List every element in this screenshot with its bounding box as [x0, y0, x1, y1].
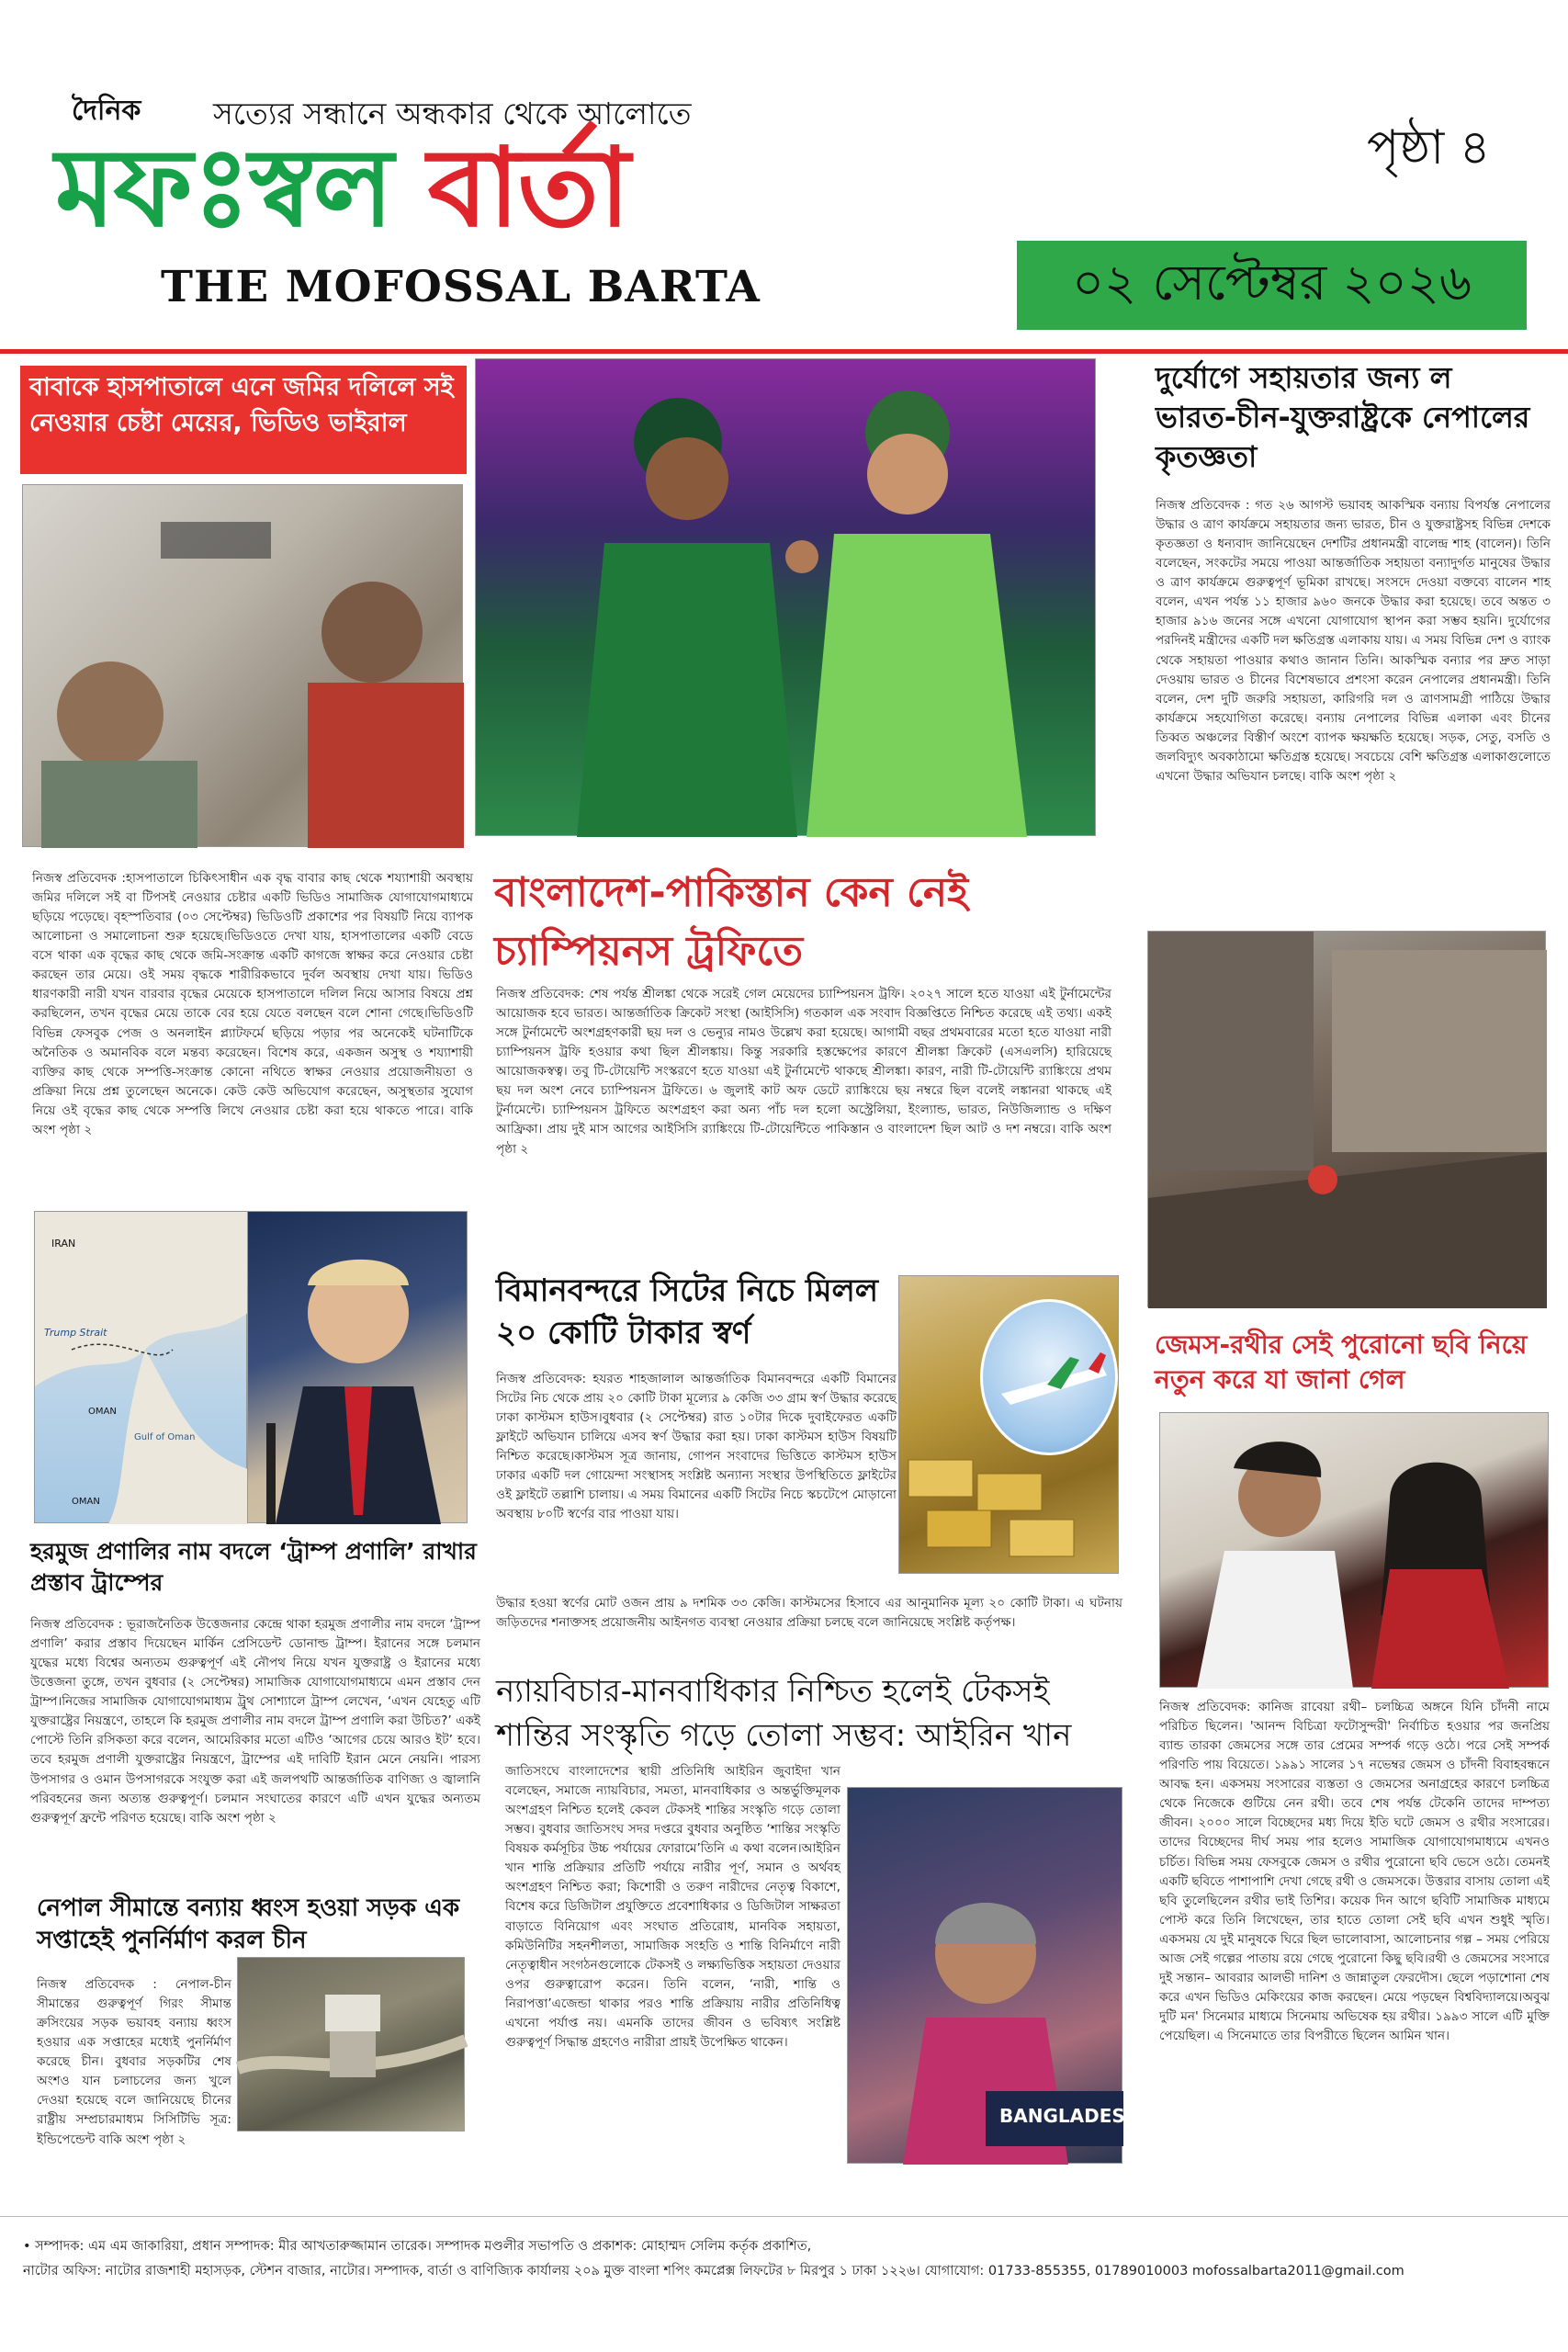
trump-photo-illustration	[248, 1212, 468, 1524]
flood-photo[interactable]	[1147, 931, 1546, 1307]
gold-body-continued: উদ্ধার হওয়া স্বর্ণের মোট ওজন প্রায় ৯ দশমিক ৩৩ কেজি। কাস্টমসের হিসাবে এর আনুমানিক মূল্য ২০ কোটি টাকা। এ ঘটনায় জড়িতদের শনাক্তসহ প্রয়োজনীয় আইনগত ব্যবস্থা নেওয়ার প্রক্রিয়া চলছে বলে জানিয়েছে সংশ্লিষ্ট কর্তৃপক্ষ।	[496, 1596, 1122, 1631]
masthead-dainik: দৈনিক	[72, 95, 141, 127]
irene-photo[interactable]	[847, 1787, 1141, 2164]
disaster-body: নিজস্ব প্রতিবেদক : গত ২৬ আগস্ট ভয়াবহ আকস্মিক বন্যায় বিপর্যস্ত নেপালের উদ্ধার ও ত্রাণ কার্যক্রমে সহায়তার জন্য ভারত, চীন ও যুক্তরাষ্ট্রসহ বিভিন্ন দেশকে কৃতজ্ঞতা ও ধন্যবাদ জানিয়েছেন দেশটির প্রধানমন্ত্রী বালেন্দ্র শাহ (বালেন)। তিনি বলেছেন, সংকটের সময়ে পাওয়া আন্তর্জাতিক সহায়তা বন্যাদুর্গত মানুষের উদ্ধার ও ত্রাণ কার্যক্রমে গুরুত্বপূর্ণ ভূমিকা রাখছে। সংসদে দেওয়া বক্তব্যে বালেন শাহ বলেন, এখন পর্যন্ত ১১ হাজার ৯৬০ জনকে উদ্ধার করা হয়েছে। তবে অন্তত ৩ হাজার ৯১৬ জনের সঙ্গে এখনো যোগাযোগ স্থাপন করা সম্ভব হয়নি। দুর্যোগের পরদিনই মন্ত্রীদের একটি দল ক্ষতিগ্রস্ত এলাকায় যায়। এ সময় বিভিন্ন দেশ ও ব্যাংক থেকে সহায়তা পাওয়ার কথাও জানান তিনি। আকস্মিক বন্যার পর দ্রুত সাড়া দেওয়ায় ভারত ও চীনের বিশেষভাবে প্রশংসা করেন নেপালের প্রধানমন্ত্রী। তিনি বলেন, দেশ দুটি জরুরি সহায়তা, কারিগরি দল ও ত্রাণসামগ্রী পাঠিয়ে উদ্ধার কার্যক্রমে সহযোগিতা করেছে। বন্যায় নেপালের বিভিন্ন এলাকা এবং চীনের তিব্বত অঞ্চলের বিস্তীর্ণ অংশে ব্যাপক ক্ষয়ক্ষতি হয়েছে। সড়ক, সেতু, বসতি ও জলবিদ্যুৎ অবকাঠামো ক্ষতিগ্রস্ত হয়েছে। সবচেয়ে বেশি ক্ষতিগ্রস্ত এলাকাগুলোতে এখনো উদ্ধার অভিযান চলছে। বাকি অংশ পৃষ্ঠা ২	[1156, 498, 1551, 784]
gold-headline[interactable]: বিমানবন্দরে সিটের নিচে মিলল ২০ কোটি টাকার স্বর্ণ	[496, 1272, 879, 1351]
brand-red-word: বার্তা	[427, 124, 629, 251]
road-photo[interactable]	[237, 1957, 465, 2132]
map-photo[interactable]	[34, 1211, 247, 1523]
couple-photo-illustration	[1160, 1413, 1550, 1689]
map-label-oman-2: OMAN	[72, 1497, 100, 1507]
hospital-headline[interactable]: বাবাকে হাসপাতালে এনে জমির দলিলে সই নেওয়ার চেষ্টা মেয়ের, ভিডিও ভাইরাল	[20, 366, 467, 474]
hormuz-body: নিজস্ব প্রতিবেদক : ভূরাজনৈতিক উত্তেজনার কেন্দ্রে থাকা হরমুজ প্রণালীর নাম বদলে ‘ট্রাম্প প্রণালি’ করার প্রস্তাব দিয়েছেন মার্কিন প্রেসিডেন্ট ডোনাল্ড ট্রাম্প। ইরানের সঙ্গে চলমান যুদ্ধের মধ্যে বিশ্বের অন্যতম গুরুত্বপূর্ণ এই নৌপথ নিয়ে যখন যুক্তরাষ্ট্র ও ইরানের মধ্যে উত্তেজনা তুঙ্গে, তখন বুধবার (২ সেপ্টেম্বর) সামাজিক যোগাযোগমাধ্যমে এমন প্রস্তাব দেন ট্রাম্প।নিজের সামাজিক যোগাযোগমাধ্যম ট্রুথ সোশ্যালে ট্রাম্প লেখেন, ‘এখন যেহেতু এটি যুক্তরাষ্ট্রের নিয়ন্ত্রণে, তাহলে কি হরমুজ প্রণালীর নাম বদলে ট্রাম্প প্রণালি করা উচিত?’ একই পোস্টে তিনি রসিকতা করে বলেন, আমেরিকার মতো এটিও ‘আগের চেয়ে আরও ইট’ হবে।তবে হরমুজ প্রণালী যুক্তরাষ্ট্রের নিয়ন্ত্রণে, ট্রাম্পের এই দাবিটি ইরান মেনে নেয়নি। পারস্য উপসাগর ও ওমান উপসাগরকে সংযুক্ত করা এই জলপথটি আন্তর্জাতিক বাণিজ্য ও জ্বালানি পরিবহনের জন্য অত্যন্ত গুরুত্বপূর্ণ। চলমান সংঘাতের কারণে এটি এখন যুদ্ধের অন্যতম গুরুত্বপূর্ণ ফ্রন্টে পরিণত হয়েছে। বাকি অংশ পৃষ্ঠা ২	[30, 1617, 480, 1826]
footer-contact: নাটোর অফিস: নাটোর রাজশাহী মহাসড়ক, স্টেশন বাজার, নাটোর। সম্পাদক, বার্তা ও বাণিজ্যিক কার্যালয় ২০৯ মুক্ত বাংলা শপিং কমপ্লেক্স লিফটের ৮ মিরপুর ১ ঢাকা ১২২৬। যোগাযোগ: 01733-855355, 01789010003 mofossalbarta2011@gmail.com	[23, 2264, 1404, 2278]
flood-photo-illustration	[1148, 932, 1547, 1308]
cricket-photo-illustration	[476, 359, 1097, 837]
hormuz-headline[interactable]: হরমুজ প্রণালির নাম বদলে ‘ট্রাম্প প্রণালি’ রাখার প্রস্তাব ট্রাম্পের	[30, 1538, 477, 1596]
bangladesh-nameplate: BANGLADESH	[999, 2105, 1141, 2127]
disaster-headline[interactable]: দুর্যোগে সহায়তার জন্য ল ভারত-চীন-যুক্তরাষ্ট্রকে নেপালের কৃতজ্ঞতা	[1156, 360, 1530, 475]
footer-credits: • সম্পাদক: এম এম জাকারিয়া, প্রধান সম্পাদক: মীর আখতারুজ্জামান তারেক। সম্পাদক মণ্ডলীর সভাপতি ও প্রকাশক: মোহাম্মদ সেলিম কর্তৃক প্রকাশিত,	[23, 2239, 812, 2254]
james-headline[interactable]: জেমস-রথীর সেই পুরোনো ছবি নিয়ে নতুন করে যা জানা গেল	[1155, 1329, 1528, 1395]
masthead-divider	[0, 349, 1568, 354]
peace-headline[interactable]: ন্যায়বিচার-মানবাধিকার নিশ্চিত হলেই টেকসই শান্তির সংস্কৃতি গড়ে তোলা সম্ভব: আইরিন খান	[496, 1673, 1072, 1754]
cricket-photo[interactable]	[475, 358, 1096, 836]
strait-map-illustration	[35, 1212, 248, 1524]
cricket-headline[interactable]: বাংলাদেশ-পাকিস্তান কেন নেই চ্যাম্পিয়নস ট্রফিতে	[494, 869, 969, 975]
gold-bars-illustration	[899, 1276, 1120, 1575]
james-body: নিজস্ব প্রতিবেদক: কানিজ রাবেয়া রথী– চলচ্চিত্র অঙ্গনে যিনি চাঁদনী নামে পরিচিত ছিলেন। 'আনন্দ বিচিত্রা ফটোসুন্দরী' নির্বাচিত হওয়ার পর জনপ্রিয় ব্যান্ড তারকা জেমসের সঙ্গে তার প্রেমের সম্পর্ক গড়ে ওঠে। পরে সেই সম্পর্ক পরিণতি পায় বিয়েতে। ১৯৯১ সালের ১৭ নভেম্বর জেমস ও চাঁদনী বিবাহবন্ধনে আবদ্ধ হন। একসময় সংসারের ব্যস্ততা ও জেমসের অনাগ্রহের কারণে চলচ্চিত্র থেকে নিজেকে গুটিয়ে নেন রথী। তবে শেষ পর্যন্ত টেকেনি তাদের দাম্পত্য জীবন। ২০০০ সালে বিচ্ছেদের মধ্য দিয়ে ইতি ঘটে জেমস ও রথীর সংসারের।তাদের বিচ্ছেদের দীর্ঘ সময় পার হলেও সামাজিক যোগাযোগমাধ্যমে এখনও চর্চিত। বিভিন্ন সময় ফেসবুকে জেমস ও রথীর পুরোনো ছবি ভেসে ওঠে। তেমনই একটি ছবিতে পাশাপাশি দেখা গেছে রথী ও জেমসকে। উত্তরার বাসায় তোলা এই ছবি তুলেছিলেন রথীর ভাই তিশির। কয়েক দিন আগে ছবিটি সামাজিক মাধ্যমে পোস্ট করে তিনি লিখেছেন, তার হাতে তোলা সেই ছবি এখন শুধুই স্মৃতি। একসময় যে দুই মানুষকে ঘিরে ছিল ভালোবাসা, আলোচনার গল্প – সময় পেরিয়ে আজ সেই গল্পের পাতায় রয়ে গেছে পুরোনো কিছু ছবি।রথী ও জেমসের সংসারে দুই সন্তান– আবরার আলভী দানিশ ও জান্নাতুল ফেরদৌস। ছেলে পড়াশোনা শেষ করে এখন ভিডিও মেকিংয়ের কাজ করছেন। মেয়ে পড়ছেন বিশ্ববিদ্যালয়ে।অবুঝ দুটি মন' সিনেমার মাধ্যমে সিনেমায় অভিষেক হয় রথীর। ১৯৯৩ সালে এটি মুক্তি পেয়েছিল। এ সিনেমাতে তার বিপরীতে ছিলেন আমিন খান।	[1159, 1700, 1550, 2044]
trump-photo[interactable]	[247, 1211, 468, 1523]
hospital-photo-illustration	[23, 485, 464, 848]
footer-divider	[0, 2216, 1568, 2217]
brand-green-word: মফঃস্বল	[55, 124, 392, 251]
couple-photo[interactable]	[1159, 1412, 1549, 1688]
hospital-photo[interactable]	[22, 484, 463, 847]
date-banner: ০২ সেপ্টেম্বর ২০২৬	[1017, 241, 1527, 330]
peace-body: জাতিসংঘে বাংলাদেশের স্থায়ী প্রতিনিধি আইরিন জুবাইদা খান বলেছেন, সমাজে ন্যায়বিচার, সমতা, মানবাধিকার ও অন্তর্ভুক্তিমূলক অংশগ্রহণ নিশ্চিত হলেই কেবল টেকসই শান্তির সংস্কৃতি গড়ে তোলা সম্ভব। বুধবার জাতিসংঘ সদর দপ্তরে বুধবার অনুষ্ঠিত ‘শান্তির সংস্কৃতি বিষয়ক কর্মসূচির উচ্চ পর্যায়ের ফোরামে’তিনি এ কথা বলেন।আইরিন খান শান্তি প্রক্রিয়ার প্রতিটি পর্যায়ে নারীর পূর্ণ, সমান ও অর্থবহ অংশগ্রহণ নিশ্চিত করা; কিশোরী ও তরুণ নারীদের নেতৃত্ব বিকাশে, বিশেষ করে ডিজিটাল প্রযুক্তিতে প্রবেশাধিকার ও ডিজিটাল সাক্ষরতা বাড়াতে বিনিয়োগ এবং সংঘাত প্রতিরোধ, মানবিক সহায়তা, কমিউনিটির সহনশীলতা, সামাজিক সংহতি ও শান্তি বিনির্মাণে নারী নেতৃত্বাধীন সংগঠনগুলোকে টেকসই ও লক্ষ্যভিত্তিক সহায়তা দেওয়ার ওপর গুরুত্বারোপ করেন। তিনি বলেন, ‘নারী, শান্তি ও নিরাপত্তা’এজেন্ডা থাকার পরও শান্তি প্রক্রিয়ায় নারীর প্রতিনিধিত্ব এখনো পর্যাপ্ত নয়। এমনকি তাদের জীবন ও ভবিষ্যৎ সংশ্লিষ্ট গুরুত্বপূর্ণ সিদ্ধান্ত গ্রহণেও নারীরা প্রায়ই উপেক্ষিত থাকেন।	[505, 1764, 840, 2050]
masthead-brand-english: THE MOFOSSAL BARTA	[161, 262, 761, 312]
cricket-body: নিজস্ব প্রতিবেদক: শেষ পর্যন্ত শ্রীলঙ্কা থেকে সরেই গেল মেয়েদের চ্যাম্পিয়নস ট্রফি। ২০২৭ সালে হতে যাওয়া এই টুর্নামেন্টের আয়োজক হবে ভারত। আন্তর্জাতিক ক্রিকেট সংস্থা (আইসিসি) গতকাল এক সংবাদ বিজ্ঞপ্তিতে নিশ্চিত করেছে এই তথ্য। একই সঙ্গে টুর্নামেন্টে অংশগ্রহণকারী ছয় দল ও ভেন্যুর নামও উল্লেখ করা হয়েছে। আগামী বছর প্রথমবারের মতো হতে যাওয়া নারী চ্যাম্পিয়নস ট্রফি হওয়ার কথা ছিল শ্রীলঙ্কায়। কিন্তু সরকারি হস্তক্ষেপের কারণে শ্রীলঙ্কা ক্রিকেট (এসএলসি) হারিয়েছে আয়োজকস্বত্ব। তবু টি-টোয়েন্টি সংস্করণে হতে যাওয়া এই টুর্নামেন্টে থাকছে শ্রীলঙ্কা। কারণ, নারী টি-টোয়েন্টি র‍্যাঙ্কিংয়ে প্রথম ছয় দল অংশ নেবে চ্যাম্পিয়নস ট্রফিতে। ৬ জুলাই কাট অফ ডেটে র‍্যাঙ্কিংয়ে ছয় নম্বরে ছিল বলেই লঙ্কানরা থাকছে এই টুর্নামেন্টে। চ্যাম্পিয়নস ট্রফিতে অংশগ্রহণ করা অন্য পাঁচ দল হলো অস্ট্রেলিয়া, ইংল্যান্ড, ভারত, নিউজিল্যান্ড ও দক্ষিণ আফ্রিকা। প্রায় দুই মাস আগের আইসিসি র‍্যাঙ্কিংয়ে টি-টোয়েন্টিতে পাকিস্তান ও বাংলাদেশ ছিল আট ও দশ নম্বরে। বাকি অংশ পৃষ্ঠা ২	[496, 987, 1111, 1157]
gold-photo[interactable]	[898, 1275, 1119, 1574]
map-label-iran: IRAN	[51, 1238, 76, 1250]
nepal-road-body: নিজস্ব প্রতিবেদক : নেপাল-চীন সীমান্তের গুরুত্বপূর্ণ গিরং সীমান্ত ক্রসিংয়ের সড়ক ভয়াবহ বন্যায় ধ্বংস হওয়ার এক সপ্তাহের মধ্যেই পুনর্নির্মাণ করেছে চীন। বুধবার সড়কটির শেষ অংশও যান চলাচলের জন্য খুলে দেওয়া হয়েছে বলে জানিয়েছে চীনের রাষ্ট্রীয় সম্প্রচারমাধ্যম সিসিটিভি সূত্র: ইন্ডিপেন্ডেন্ট বাকি অংশ পৃষ্ঠা ২	[37, 1977, 231, 2147]
hospital-body: নিজস্ব প্রতিবেদক :হাসপাতালে চিকিৎসাধীন এক বৃদ্ধ বাবার কাছ থেকে শয্যাশায়ী অবস্থায় জমির দলিলে সই বা টিপসই নেওয়ার চেষ্টার একটি ভিডিও সামাজিক যোগাযোগমাধ্যমে ছড়িয়ে পড়েছে। বৃহস্পতিবার (০৩ সেপ্টেম্বর) ভিডিওটি প্রকাশের পর বিষয়টি নিয়ে ব্যাপক আলোচনা ও সমালোচনা শুরু হয়েছে।ভিডিওতে দেখা যায়, হাসপাতালের একটি বেডে বসে থাকা এক বৃদ্ধের কাছ থেকে জমি-সংক্রান্ত একটি কাগজে স্বাক্ষর করে নেওয়ার চেষ্টা করছেন তার মেয়ে। ওই সময় বৃদ্ধকে শারীরিকভাবে দুর্বল অবস্থায় দেখা যায়। ভিডিও ধারণকারী নারী যখন বারবার বৃদ্ধের মেয়েকে হাসপাতালে দলিল নিয়ে আসার বিষয়ে প্রশ্ন করছিলেন, তখন বৃদ্ধের মেয়ে তাকে বের হয়ে যেতে বলছেন বলে শোনা গেছে।ভিডিওটি বিভিন্ন ফেসবুক পেজ ও অনলাইন প্ল্যাটফর্মে ছড়িয়ে পড়ার পর অনেকেই ঘটনাটিকে অনৈতিক ও অমানবিক বলে মন্তব্য করেছেন। বিশেষ করে, একজন অসুস্থ ও শয্যাশায়ী ব্যক্তির কাছ থেকে সম্পত্তি-সংক্রান্ত কোনো নথিতে স্বাক্ষর নেওয়ার প্রয়োজনীয়তা ও প্রক্রিয়া নিয়ে প্রশ্ন তুলেছেন অনেকে। কেউ কেউ অভিযোগ করেছেন, অসুস্থতার সুযোগ নিয়ে ওই বৃদ্ধের কাছ থেকে সম্পত্তি লিখে নেওয়ার চেষ্টা করা হয়ে থাকতে পারে। বাকি অংশ পৃষ্ঠা ২	[32, 871, 473, 1137]
nepal-road-headline[interactable]: নেপাল সীমান্তে বন্যায় ধ্বংস হওয়া সড়ক এক সপ্তাহেই পুনর্নির্মাণ করল চীন	[37, 1894, 460, 1955]
map-label-trump-strait: Trump Strait	[44, 1327, 107, 1339]
masthead-tagline: সত্যের সন্ধানে অন্ধকার থেকে আলোতে	[213, 96, 692, 131]
map-label-gulf: Gulf of Oman	[134, 1432, 196, 1442]
page-number: পৃষ্ঠা ৪	[1367, 120, 1491, 175]
masthead-brand	[55, 124, 629, 251]
map-label-oman: OMAN	[88, 1407, 117, 1417]
road-photo-illustration	[238, 1958, 466, 2132]
gold-body: নিজস্ব প্রতিবেদক: হযরত শাহজালাল আন্তর্জাতিক বিমানবন্দরে একটি বিমানের সিটের নিচ থেকে প্রায় ২০ কোটি টাকা মূল্যের ৯ কেজি ৩৩ গ্রাম স্বর্ণ উদ্ধার করেছে ঢাকা কাস্টমস হাউস।বুধবার (২ সেপ্টেম্বর) রাত ১০টার দিকে দুবাইফেরত একটি ফ্লাইটে অভিযান চালিয়ে এসব স্বর্ণ উদ্ধার করা হয়। ঢাকা কাস্টমস হাউস বিষয়টি নিশ্চিত করেছে।কাস্টমস সূত্র জানায়, গোপন সংবাদের ভিত্তিতে কাস্টমস হাউস ঢাকার একটি দল গোয়েন্দা সংস্থাসহ সংশ্লিষ্ট অন্যান্য সংস্থার উপস্থিতিতে ফ্লাইটের ওই ফ্লাইটে তল্লাশি চালায়। এ সময় বিমানের একটি সিটের নিচে স্কচটেপে মোড়ানো অবস্থায় ৮০টি স্বর্ণের বার পাওয়া যায়।	[496, 1372, 897, 1522]
